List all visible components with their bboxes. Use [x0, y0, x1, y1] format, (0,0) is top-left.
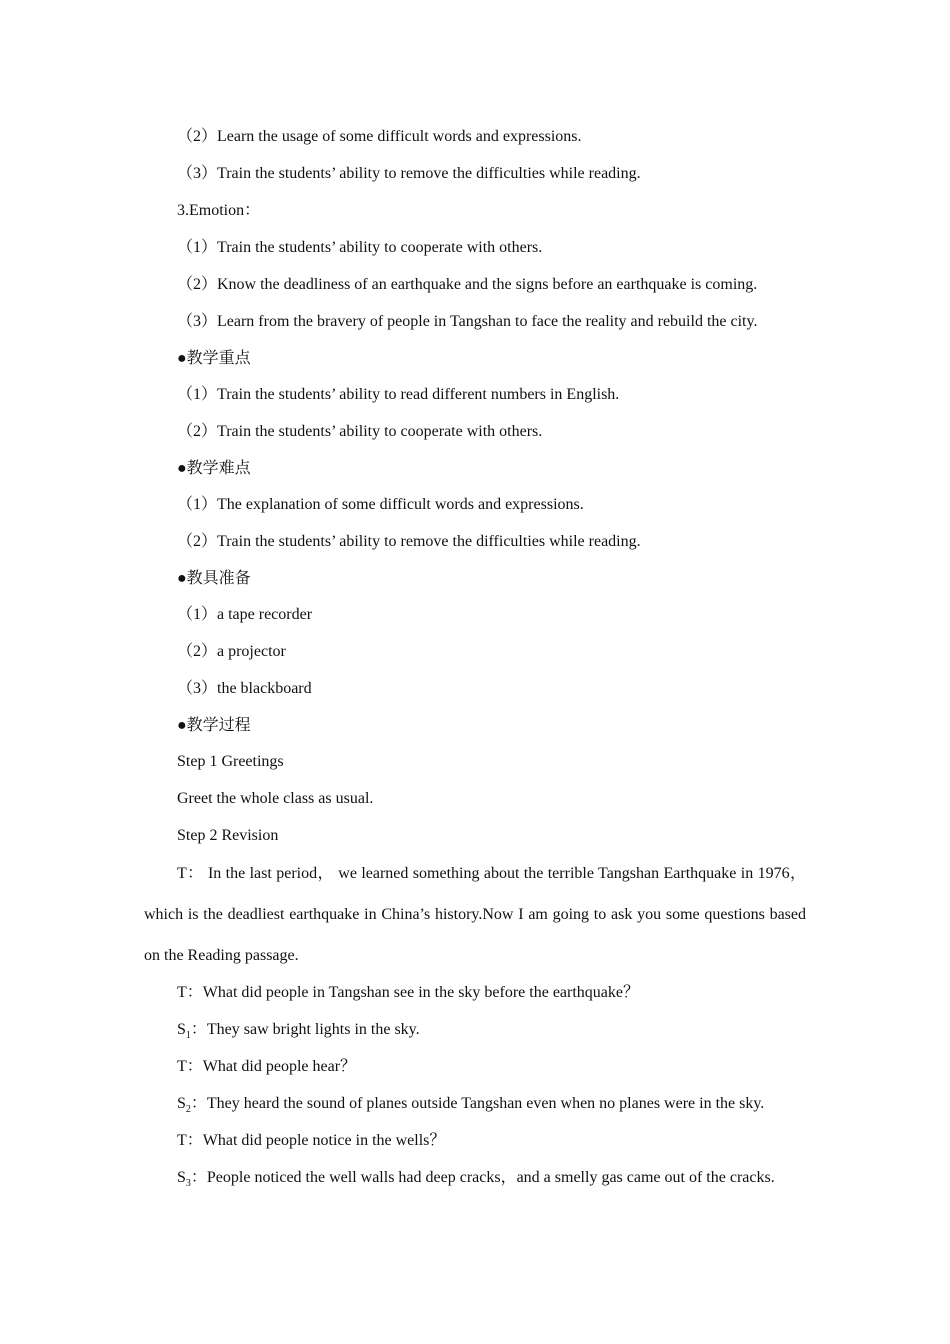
difficult-point-item-2: （2）Train the students’ ability to remove the difficulties while reading. [177, 533, 641, 550]
key-point-item-2: （2）Train the students’ ability to cooperate with others. [177, 423, 543, 440]
key-point-item-1: （1）Train the students’ ability to read different numbers in English. [177, 386, 620, 403]
dialogue-line [177, 1094, 764, 1114]
speaker-subscript: 3 [185, 1178, 191, 1190]
dialogue-speaker: S [177, 1021, 186, 1038]
dialogue-text: ：What did people in Tangshan see in the sky before the earthquake？ [186, 984, 640, 1001]
revision-intro-text: T： In the last period， we learned something about the terrible Tangshan Earthquake in 1976， which is the deadliest earthquake in China’s history.Now I am going to ask you some questions based on the Reading passage. [144, 865, 806, 964]
dialogue-line [177, 1020, 420, 1040]
key-points-heading: ●教学重点 [177, 350, 251, 367]
dialogue-text: ：They saw bright lights in the sky. [190, 1021, 420, 1038]
dialogue-text: ：What did people hear？ [186, 1058, 357, 1075]
emotion-item-1: （1）Train the students’ ability to cooperate with others. [177, 239, 543, 256]
dialogue-speaker: T [177, 984, 187, 1001]
dialogue-line [177, 1131, 445, 1151]
dialogue-speaker: T [177, 1058, 187, 1075]
step1-text: Greet the whole class as usual. [177, 790, 374, 807]
dialogue-text: ：What did people notice in the wells？ [186, 1132, 446, 1149]
difficult-point-item-1: （1）The explanation of some difficult words and expressions. [177, 496, 584, 513]
dialogue-line [177, 1057, 356, 1077]
speaker-subscript: 2 [185, 1104, 191, 1116]
teaching-aids-heading: ●教具准备 [177, 570, 251, 587]
process-heading: ●教学过程 [177, 717, 251, 734]
speaker-subscript: 1 [185, 1030, 191, 1042]
dialogue-speaker: S [177, 1095, 186, 1112]
dialogue-text: ：People noticed the well walls had deep cracks，and a smelly gas came out of the cracks. [190, 1169, 775, 1186]
step2-title: Step 2 Revision [177, 827, 279, 844]
dialogue-speaker: T [177, 1132, 187, 1149]
dialogue-text: ：They heard the sound of planes outside Tangshan even when no planes were in the sky. [190, 1095, 765, 1112]
revision-intro-paragraph [144, 853, 806, 976]
emotion-item-2: （2）Know the deadliness of an earthquake and the signs before an earthquake is coming. [177, 276, 758, 293]
objective-item-2: （2）Learn the usage of some difficult words and expressions. [177, 128, 582, 145]
difficult-points-heading: ●教学难点 [177, 460, 251, 477]
teaching-aid-item-3: （3）the blackboard [177, 680, 312, 697]
dialogue-speaker: S [177, 1169, 186, 1186]
dialogue-line [177, 1168, 775, 1188]
step1-title: Step 1 Greetings [177, 753, 284, 770]
emotion-heading: 3.Emotion： [177, 202, 261, 219]
emotion-item-3: （3）Learn from the bravery of people in Tangshan to face the reality and rebuild the city. [177, 313, 758, 330]
teaching-aid-item-1: （1）a tape recorder [177, 606, 313, 623]
objective-item-3: （3）Train the students’ ability to remove the difficulties while reading. [177, 165, 641, 182]
dialogue-line [177, 983, 639, 1003]
teaching-aid-item-2: （2）a projector [177, 643, 286, 660]
